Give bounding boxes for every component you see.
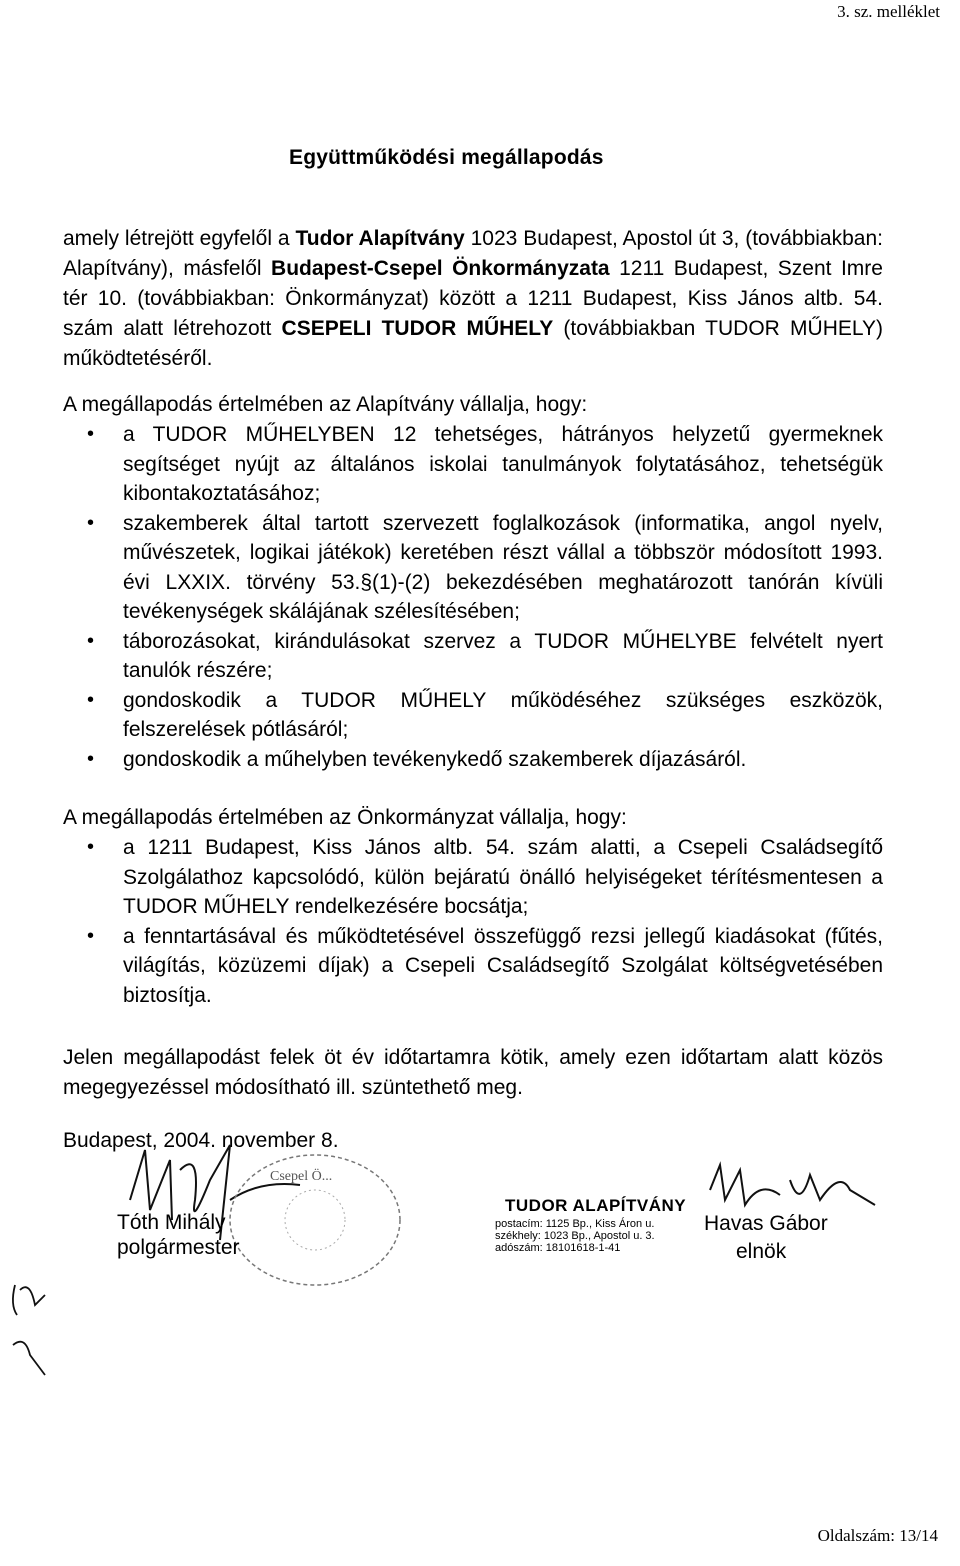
signer-name: Tóth Mihály (117, 1211, 226, 1234)
obligation-list (63, 833, 883, 1010)
section-heading: A megállapodás értelmében az Önkormányzat vállalja, hogy: (63, 806, 627, 829)
party-foundation: Tudor Alapítvány (295, 227, 465, 250)
intro-text-1: amely létrejött egyfelől a (63, 227, 296, 250)
signer-role: elnök (736, 1240, 787, 1263)
intro-paragraph (63, 224, 883, 374)
signature-block-left (117, 1210, 240, 1260)
closing-paragraph (63, 1043, 883, 1103)
date-line: Budapest, 2004. november 8. (63, 1129, 339, 1152)
stamp-details (495, 1218, 655, 1254)
intro-text-2: 1023 Budapest, Apostol út 3, (továbbiakban: Alapítvány), másfelől (63, 227, 883, 280)
list-item: • a 1211 Budapest, Kiss János altb. 54. szám alatti, a Csepeli Családsegítő Szolgálathoz kapcsolódó, külön bejáratú önálló helyiségeket térítésmentesen a TUDOR MŰHELY rendelkezésére bocsátja; (123, 833, 883, 922)
signer-role: polgármester (117, 1236, 240, 1259)
section-foundation (63, 390, 883, 774)
closing-text: Jelen megállapodást felek öt év időtartamra kötik, amely ezen időtartam alatt közös megegyezéssel módosítható ill. szüntethető meg. (63, 1046, 883, 1099)
signature-block-right (704, 1210, 828, 1266)
list-item: • gondoskodik a műhelyben tevékenykedő szakemberek díjazásáról. (123, 745, 883, 775)
annex-label: 3. sz. melléklet (837, 2, 940, 21)
intro-text-4: (továbbiakban TUDOR MŰHELY) működtetéséről. (63, 317, 883, 370)
list-item: • a fenntartásával és működtetésével összefüggő rezsi jellegű kiadásokat (fűtés, világítás, közüzemi díjak) a Csepeli Családsegítő Szolgálat költségvetésében biztosítja. (123, 922, 883, 1011)
section-municipality (63, 803, 883, 1010)
list-item: • szakemberek által tartott szervezett foglalkozások (informatika, angol nyelv, művészetek, logikai játékok) keretében részt vállal a többször módosított 1993. évi LXXIX. törvény 53.§(1)-(2) bekezdésében meghatározott tanórán kívüli tevékenységek skálájának szélesítésében; (123, 509, 883, 627)
list-item: • táborozásokat, kirándulásokat szervez a TUDOR MŰHELYBE felvételt nyert tanulók részére; (123, 627, 883, 686)
svg-text:Csepel Ö...: Csepel Ö... (270, 1169, 333, 1184)
document-title: Együttműködési megállapodás (289, 146, 604, 169)
stamp-organization: TUDOR ALAPÍTVÁNY (505, 1196, 687, 1215)
margin-initials (5, 1275, 75, 1385)
workshop-name: CSEPELI TUDOR MŰHELY (281, 317, 554, 340)
stamp-postal: postacím: 1125 Bp., Kiss Áron u. (495, 1218, 655, 1230)
signer-name: Havas Gábor (704, 1212, 828, 1235)
stamp-tax: adószám: 18101618-1-41 (495, 1242, 621, 1254)
obligation-list (63, 420, 883, 774)
section-heading: A megállapodás értelmében az Alapítvány vállalja, hogy: (63, 393, 588, 416)
list-item: • a TUDOR MŰHELYBEN 12 tehetséges, hátrányos helyzetű gyermeknek segítséget nyújt az általános iskolai tanulmányok folytatásához, tehetségük kibontakoztatásához; (123, 420, 883, 509)
stamp-seat: székhely: 1023 Bp., Apostol u. 3. (495, 1230, 655, 1242)
party-municipality: Budapest-Csepel Önkormányzata (271, 257, 610, 280)
official-stamp (215, 1150, 415, 1290)
list-item: • gondoskodik a TUDOR MŰHELY működéséhez szükséges eszközök, felszerelések pótlásáról; (123, 686, 883, 745)
page-number: Oldalszám: 13/14 (817, 1526, 938, 1545)
intro-text-3: 1211 Budapest, Szent Imre tér 10. (továbbiakban: Önkormányzat) között a 1211 Budapest, Kiss János altb. 54. szám alatt létrehozott (63, 257, 883, 340)
